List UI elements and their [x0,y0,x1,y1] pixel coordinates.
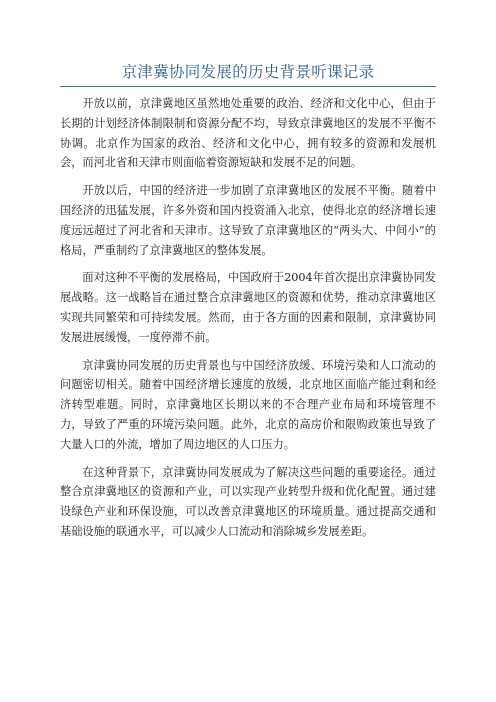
document-body [60,94,436,550]
document-title: 京津冀协同发展的历史背景听课记录 [121,63,375,81]
paragraph-3: 面对这种不平衡的发展格局，中国政府于2004年首次提出京津冀协同发展战略。这一战略旨在通过整合京津冀地区的资源和优势，推动京津冀地区实现共同繁荣和可持续发展。然而，由于各方面的因素和限制，京津冀协同发展进展缓慢，一度停滞不前。 [60,271,436,344]
paragraph-2: 开放以后，中国的经济进一步加剧了京津冀地区的发展不平衡。随着中国经济的迅猛发展，许多外资和国内投资涌入北京，使得北京的经济增长速度远远超过了河北省和天津市。这导致了京津冀地区的“两头大、中间小”的格局，严重制约了京津冀地区的整体发展。 [60,184,436,257]
paragraph-4: 京津冀协同发展的历史背景也与中国经济放缓、环境污染和人口流动的问题密切相关。随着中国经济增长速度的放缓，北京地区面临产能过剩和经济转型难题。同时，京津冀地区长期以来的不合理产业布局和环境管理不力，导致了严重的环境污染问题。此外，北京的高房价和限购政策也导致了大量人口的外流，增加了周边地区的人口压力。 [60,358,436,451]
paragraph-1: 开放以前，京津冀地区虽然地处重要的政治、经济和文化中心，但由于长期的计划经济体制限制和资源分配不均，导致京津冀地区的发展不平衡不协调。北京作为国家的政治、经济和文化中心，拥有较多的资源和发展机会，而河北省和天津市则面临着资源短缺和发展不足的问题。 [60,97,436,170]
title-underline [60,86,436,87]
paragraph-5: 在这种背景下，京津冀协同发展成为了解决这些问题的重要途径。通过整合京津冀地区的资源和产业，可以实现产业转型升级和优化配置。通过建设绿色产业和环保设施，可以改善京津冀地区的环境质量。通过提高交通和基础设施的联通水平，可以减少人口流动和消除城乡发展差距。 [60,465,436,538]
